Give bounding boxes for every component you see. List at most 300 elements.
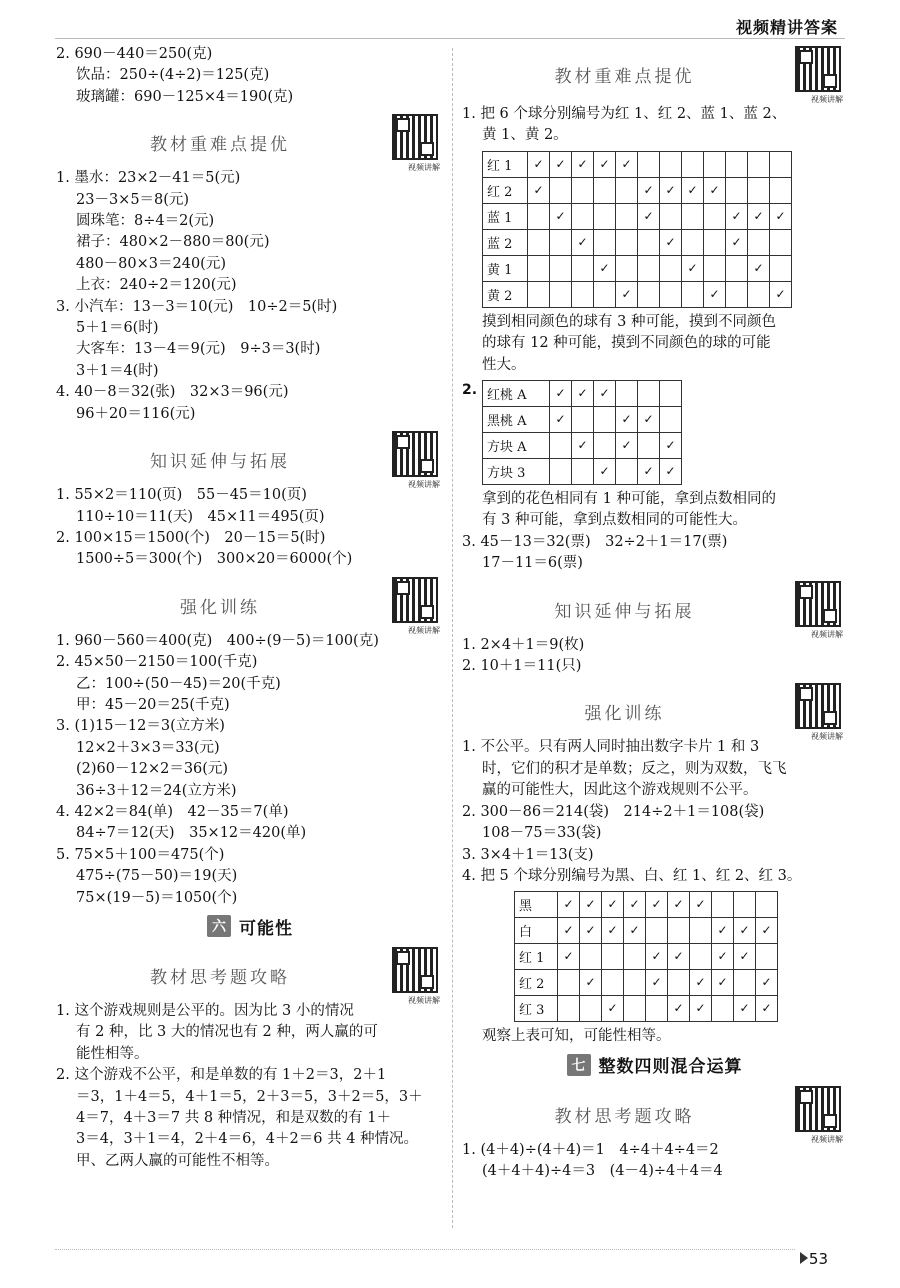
check-icon: ✓ xyxy=(709,182,720,197)
answer-line: 1500÷5＝300(个) 300×20＝6000(个) xyxy=(76,551,353,568)
check-cell xyxy=(712,918,734,944)
answer-line: 3. 小汽车：13－3＝10(元) 10÷2＝5(时) xyxy=(56,298,338,315)
check-cell xyxy=(646,970,668,996)
check-icon: ✓ xyxy=(621,412,632,427)
empty-cell xyxy=(550,433,572,459)
answer-line: 1. 把 6 个球分别编号为红 1、红 2、蓝 1、蓝 2、 xyxy=(462,106,787,122)
check-icon: ✓ xyxy=(599,260,610,275)
unit-badge: 七 xyxy=(567,1054,591,1076)
empty-cell xyxy=(770,229,792,255)
outcome-table-balls-2 xyxy=(514,891,778,1022)
check-icon: ✓ xyxy=(753,260,764,275)
empty-cell xyxy=(558,996,580,1022)
table-row xyxy=(515,918,778,944)
check-cell xyxy=(660,459,682,485)
empty-cell xyxy=(594,281,616,307)
row-label: 黄 2 xyxy=(483,281,528,307)
answer-line: 1. (4＋4)÷(4＋4)＝1 4÷4＋4÷4＝2 xyxy=(462,1141,719,1158)
check-cell xyxy=(624,892,646,918)
table-row xyxy=(483,281,792,307)
empty-cell xyxy=(660,407,682,433)
check-icon: ✓ xyxy=(739,923,750,938)
check-cell xyxy=(550,407,572,433)
check-icon: ✓ xyxy=(555,386,566,401)
table-row xyxy=(483,381,682,407)
table-row xyxy=(483,177,792,203)
column-divider xyxy=(452,48,453,1228)
section-header xyxy=(462,44,847,104)
check-icon: ✓ xyxy=(577,156,588,171)
right-column xyxy=(462,44,847,1183)
qr-code-icon[interactable] xyxy=(392,431,438,477)
check-cell xyxy=(770,281,792,307)
section-header xyxy=(56,425,444,490)
answer-line: ＝3，1＋4＝5，4＋1＝5，2＋3＝5，3＋2＝5，3＋ xyxy=(76,1088,423,1105)
answer-line: 有 3 种可能，拿到点数相同的可能性大。 xyxy=(482,512,747,529)
check-cell xyxy=(734,918,756,944)
answer-line: 甲、乙两人赢的可能性不相等。 xyxy=(76,1152,279,1169)
answer-line: (2)60－12×2＝36(元) xyxy=(76,761,229,778)
check-icon: ✓ xyxy=(643,208,654,223)
answer-line: 1. 960－560＝400(克) 400÷(9－5)＝100(克) xyxy=(56,632,379,649)
answer-line: 2. 300－86＝214(袋) 214÷2＋1＝108(袋) xyxy=(462,803,765,820)
empty-cell xyxy=(748,281,770,307)
check-cell xyxy=(690,892,712,918)
row-label: 方块 A xyxy=(483,433,550,459)
empty-cell xyxy=(638,281,660,307)
check-cell xyxy=(550,203,572,229)
answer-line: 1. 不公平。只有两人同时抽出数字卡片 1 和 3 xyxy=(462,739,760,756)
empty-cell xyxy=(726,281,748,307)
empty-cell xyxy=(580,996,602,1022)
check-cell xyxy=(558,944,580,970)
qr-label: 视频讲解 xyxy=(408,163,440,173)
empty-cell xyxy=(726,255,748,281)
row-label: 蓝 2 xyxy=(483,229,528,255)
outcome-table-cards xyxy=(482,380,682,485)
check-icon: ✓ xyxy=(731,234,742,249)
answer-line: 23－3×5＝8(元) xyxy=(76,191,190,208)
check-icon: ✓ xyxy=(665,464,676,479)
empty-cell xyxy=(748,151,770,177)
table-row xyxy=(483,151,792,177)
answer-line: 1. 55×2＝110(页) 55－45＝10(页) xyxy=(56,487,307,504)
empty-cell xyxy=(602,944,624,970)
empty-cell xyxy=(550,255,572,281)
check-icon: ✓ xyxy=(665,234,676,249)
page-header xyxy=(0,0,900,40)
check-icon: ✓ xyxy=(761,1001,772,1016)
question-2 xyxy=(462,380,847,485)
check-cell xyxy=(602,996,624,1022)
answer-line: 2. 690－440＝250(克) xyxy=(56,46,213,62)
answer-line: 有 2 种，比 3 大的情况也有 2 种，两人赢的可 xyxy=(76,1024,378,1041)
qr-code-icon[interactable] xyxy=(392,114,438,160)
check-cell xyxy=(756,918,778,944)
check-cell xyxy=(602,892,624,918)
qr-code-icon[interactable] xyxy=(795,1086,841,1132)
answer-line: 2. 10＋1＝11(只) xyxy=(462,658,582,675)
left-top-block xyxy=(56,44,444,108)
empty-cell xyxy=(770,151,792,177)
empty-cell xyxy=(668,970,690,996)
check-cell xyxy=(594,255,616,281)
check-icon: ✓ xyxy=(599,386,610,401)
qr-label: 视频讲解 xyxy=(811,629,843,639)
check-cell xyxy=(726,229,748,255)
empty-cell xyxy=(550,177,572,203)
check-cell xyxy=(580,918,602,944)
check-icon: ✓ xyxy=(731,208,742,223)
section-header xyxy=(56,941,444,1005)
empty-cell xyxy=(668,918,690,944)
unit-heading xyxy=(462,1052,847,1078)
qr-code-icon[interactable] xyxy=(795,683,841,729)
answer-line: 3. 45－13＝32(票) 32÷2＋1＝17(票) xyxy=(462,533,728,550)
empty-cell xyxy=(712,892,734,918)
empty-cell xyxy=(660,381,682,407)
check-cell xyxy=(646,944,668,970)
row-label: 红 1 xyxy=(483,151,528,177)
check-cell xyxy=(572,381,594,407)
empty-cell xyxy=(734,970,756,996)
section-title: 强化训练 xyxy=(584,704,665,725)
answer-line: 75×(19－5)＝1050(个) xyxy=(76,889,238,906)
check-icon: ✓ xyxy=(533,156,544,171)
check-cell xyxy=(668,996,690,1022)
section-header xyxy=(462,677,847,742)
empty-cell xyxy=(638,381,660,407)
page-number: 53 xyxy=(808,1250,828,1268)
answer-line: 17－11＝6(票) xyxy=(482,555,583,572)
check-cell xyxy=(756,970,778,996)
check-icon: ✓ xyxy=(621,438,632,453)
row-label: 红 2 xyxy=(515,970,558,996)
check-cell xyxy=(616,433,638,459)
row-label: 白 xyxy=(515,918,558,944)
answer-line: 475÷(75－50)＝19(天) xyxy=(76,868,238,885)
empty-cell xyxy=(682,229,704,255)
answer-line: 12×2＋3×3＝33(元) xyxy=(76,739,220,756)
check-cell xyxy=(682,255,704,281)
answer-line: 拿到的花色相同有 1 种可能，拿到点数相同的 xyxy=(482,491,776,508)
section-title: 教材重难点提优 xyxy=(554,67,695,87)
empty-cell xyxy=(528,203,550,229)
empty-cell xyxy=(748,177,770,203)
check-icon: ✓ xyxy=(555,156,566,171)
answer-line: 110÷10＝11(天) 45×11＝495(页) xyxy=(76,508,325,525)
empty-cell xyxy=(616,459,638,485)
answer-line: 4. 42×2＝84(单) 42－35＝7(单) xyxy=(56,803,289,820)
check-icon: ✓ xyxy=(643,412,654,427)
check-icon: ✓ xyxy=(651,975,662,990)
empty-cell xyxy=(748,229,770,255)
check-cell xyxy=(660,177,682,203)
unit-title: 可能性 xyxy=(239,918,293,939)
empty-cell xyxy=(770,177,792,203)
answer-line: 1. 这个游戏规则是公平的。因为比 3 小的情况 xyxy=(56,1003,354,1019)
empty-cell xyxy=(572,407,594,433)
check-cell xyxy=(616,407,638,433)
qr-code-icon[interactable] xyxy=(392,947,438,993)
check-icon: ✓ xyxy=(621,286,632,301)
section-title: 教材重难点提优 xyxy=(150,135,290,156)
empty-cell xyxy=(712,996,734,1022)
check-icon: ✓ xyxy=(651,949,662,964)
unit-title: 整数四则混合运算 xyxy=(598,1057,743,1078)
row-label: 黄 1 xyxy=(483,255,528,281)
answer-line: 裙子：480×2－880＝80(元) xyxy=(76,234,270,251)
empty-cell xyxy=(550,459,572,485)
empty-cell xyxy=(690,918,712,944)
check-icon: ✓ xyxy=(555,412,566,427)
answer-line: 108－75＝33(袋) xyxy=(482,825,602,842)
check-icon: ✓ xyxy=(563,949,574,964)
check-icon: ✓ xyxy=(717,949,728,964)
row-label: 红桃 A xyxy=(483,381,550,407)
row-label: 红 3 xyxy=(515,996,558,1022)
check-cell xyxy=(528,151,550,177)
empty-cell xyxy=(594,433,616,459)
check-cell xyxy=(528,177,550,203)
empty-cell xyxy=(638,151,660,177)
outcome-table-balls xyxy=(482,151,792,308)
answer-line: 36÷3＋12＝24(立方米) xyxy=(76,782,237,799)
empty-cell xyxy=(616,203,638,229)
qr-code-icon[interactable] xyxy=(795,581,841,627)
check-icon: ✓ xyxy=(651,897,662,912)
check-cell xyxy=(594,459,616,485)
answer-line: 黄 1、黄 2。 xyxy=(482,127,568,144)
qr-code-icon[interactable] xyxy=(795,46,841,92)
answer-line: 5. 75×5＋100＝475(个) xyxy=(56,846,225,863)
table-row xyxy=(483,255,792,281)
check-icon: ✓ xyxy=(629,923,640,938)
page-arrow-icon xyxy=(800,1252,808,1264)
table-row xyxy=(483,433,682,459)
empty-cell xyxy=(682,151,704,177)
qr-label: 视频讲解 xyxy=(811,95,843,104)
check-icon: ✓ xyxy=(673,897,684,912)
unit-badge: 六 xyxy=(207,915,231,937)
answer-line: 2. 100×15＝1500(个) 20－15＝5(时) xyxy=(56,529,326,546)
row-label: 方块 3 xyxy=(483,459,550,485)
section-title: 教材思考题攻略 xyxy=(150,968,290,988)
answer-line: 480－80×3＝240(元) xyxy=(76,255,226,272)
answer-line: 大客车：13－4＝9(元) 9÷3＝3(时) xyxy=(76,341,321,358)
unit-heading xyxy=(56,913,444,939)
answer-line: 2. 45×50－2150＝100(千克) xyxy=(56,654,258,671)
check-cell xyxy=(704,177,726,203)
table-row xyxy=(515,944,778,970)
check-cell xyxy=(712,944,734,970)
check-icon: ✓ xyxy=(687,260,698,275)
empty-cell xyxy=(572,255,594,281)
check-icon: ✓ xyxy=(555,208,566,223)
section-title: 知识延伸与拓展 xyxy=(150,452,290,473)
empty-cell xyxy=(682,203,704,229)
empty-cell xyxy=(624,996,646,1022)
check-icon: ✓ xyxy=(665,182,676,197)
qr-label: 视频讲解 xyxy=(408,480,440,490)
check-icon: ✓ xyxy=(599,464,610,479)
left-block-1 xyxy=(56,168,444,425)
answer-line: 84÷7＝12(天) 35×12＝420(单) xyxy=(76,825,307,842)
empty-cell xyxy=(704,151,726,177)
check-icon: ✓ xyxy=(585,923,596,938)
check-icon: ✓ xyxy=(761,975,772,990)
check-cell xyxy=(770,203,792,229)
check-icon: ✓ xyxy=(695,975,706,990)
answer-line: 1. 墨水：23×2－41＝5(元) xyxy=(56,170,241,187)
empty-cell xyxy=(704,255,726,281)
answer-line: 摸到相同颜色的球有 3 种可能，摸到不同颜色 xyxy=(482,313,776,330)
check-cell xyxy=(572,433,594,459)
table-row xyxy=(483,229,792,255)
empty-cell xyxy=(726,151,748,177)
check-cell xyxy=(660,433,682,459)
answer-line: 3. (1)15－12＝3(立方米) xyxy=(56,718,225,735)
empty-cell xyxy=(594,177,616,203)
check-cell xyxy=(748,203,770,229)
answer-line: 性大。 xyxy=(482,356,526,373)
check-icon: ✓ xyxy=(665,438,676,453)
check-icon: ✓ xyxy=(607,897,618,912)
section-title: 知识延伸与拓展 xyxy=(554,601,695,622)
table-row xyxy=(515,996,778,1022)
check-cell xyxy=(594,381,616,407)
check-icon: ✓ xyxy=(577,386,588,401)
check-cell xyxy=(558,892,580,918)
empty-cell xyxy=(756,944,778,970)
check-cell xyxy=(638,203,660,229)
check-icon: ✓ xyxy=(673,949,684,964)
answer-line: 4. 把 5 个球分别编号为黑、白、红 1、红 2、红 3。 xyxy=(462,867,802,884)
check-icon: ✓ xyxy=(687,182,698,197)
empty-cell xyxy=(690,944,712,970)
check-icon: ✓ xyxy=(629,897,640,912)
empty-cell xyxy=(572,177,594,203)
check-icon: ✓ xyxy=(585,897,596,912)
check-cell xyxy=(572,229,594,255)
check-cell xyxy=(580,892,602,918)
check-cell xyxy=(558,918,580,944)
check-icon: ✓ xyxy=(775,208,786,223)
empty-cell xyxy=(682,281,704,307)
empty-cell xyxy=(528,229,550,255)
check-icon: ✓ xyxy=(607,923,618,938)
answer-line: 3. 3×4＋1＝13(支) xyxy=(462,846,594,863)
check-cell xyxy=(726,203,748,229)
check-icon: ✓ xyxy=(761,923,772,938)
check-icon: ✓ xyxy=(563,897,574,912)
check-icon: ✓ xyxy=(599,156,610,171)
empty-cell xyxy=(638,255,660,281)
check-cell xyxy=(660,229,682,255)
section-header xyxy=(462,1080,847,1144)
check-icon: ✓ xyxy=(621,156,632,171)
empty-cell xyxy=(704,229,726,255)
qr-label: 视频讲解 xyxy=(408,996,440,1005)
check-icon: ✓ xyxy=(563,923,574,938)
check-icon: ✓ xyxy=(643,182,654,197)
answer-line: 圆珠笔：8÷4＝2(元) xyxy=(76,213,215,230)
check-icon: ✓ xyxy=(585,975,596,990)
empty-cell xyxy=(756,892,778,918)
table-row xyxy=(483,203,792,229)
check-icon: ✓ xyxy=(533,182,544,197)
row-label: 黑 xyxy=(515,892,558,918)
check-cell xyxy=(734,996,756,1022)
table-row xyxy=(515,892,778,918)
qr-label: 视频讲解 xyxy=(811,1134,843,1144)
section-header xyxy=(462,575,847,639)
row-label: 红 2 xyxy=(483,177,528,203)
answer-line: (4＋4＋4)÷4＝3 (4－4)÷4＋4＝4 xyxy=(482,1163,723,1180)
check-icon: ✓ xyxy=(709,286,720,301)
check-icon: ✓ xyxy=(577,234,588,249)
empty-cell xyxy=(624,944,646,970)
empty-cell xyxy=(594,203,616,229)
empty-cell xyxy=(558,970,580,996)
qr-code-icon[interactable] xyxy=(392,577,438,623)
empty-cell xyxy=(616,229,638,255)
check-icon: ✓ xyxy=(695,1001,706,1016)
check-cell xyxy=(594,151,616,177)
answer-line: 玻璃罐：690－125×4＝190(克) xyxy=(76,88,294,105)
answer-line: 5＋1＝6(时) xyxy=(76,320,159,337)
answer-line: 能性相等。 xyxy=(76,1045,149,1062)
check-cell xyxy=(704,281,726,307)
answer-line: 的球有 12 种可能，摸到不同颜色的球的可能 xyxy=(482,335,771,352)
answer-line: 饮品：250÷(4÷2)＝125(克) xyxy=(76,67,270,84)
check-icon: ✓ xyxy=(695,897,706,912)
empty-cell xyxy=(616,177,638,203)
check-cell xyxy=(638,177,660,203)
header-title: 视频精讲答案 xyxy=(735,18,838,37)
qr-label: 视频讲解 xyxy=(811,732,843,742)
empty-cell xyxy=(638,433,660,459)
check-cell xyxy=(616,151,638,177)
check-cell xyxy=(638,407,660,433)
empty-cell xyxy=(660,151,682,177)
answer-line: 1. 2×4＋1＝9(枚) xyxy=(462,636,585,653)
answer-line: 4. 40－8＝32(张) 32×3＝96(元) xyxy=(56,384,289,401)
check-cell xyxy=(668,892,690,918)
empty-cell xyxy=(646,918,668,944)
section-header xyxy=(56,571,444,635)
check-cell xyxy=(580,970,602,996)
section-header xyxy=(56,108,444,173)
check-cell xyxy=(734,944,756,970)
empty-cell xyxy=(528,255,550,281)
answer-line: 4＝7，4＋3＝7 共 8 种情况，和是双数的有 1＋ xyxy=(76,1110,392,1127)
empty-cell xyxy=(616,381,638,407)
check-cell xyxy=(602,918,624,944)
empty-cell xyxy=(660,281,682,307)
left-column xyxy=(56,44,444,1172)
left-block-2 xyxy=(56,485,444,571)
empty-cell xyxy=(572,459,594,485)
answer-line: 上衣：240÷2＝120(元) xyxy=(76,277,237,294)
left-block-3 xyxy=(56,631,444,909)
footer-rule xyxy=(55,1249,795,1250)
check-cell xyxy=(690,970,712,996)
check-cell xyxy=(616,281,638,307)
answer-line: 3＋1＝4(时) xyxy=(76,362,159,379)
check-cell xyxy=(550,381,572,407)
answer-line: 时，它们的积才是单数；反之，则为双数，飞飞 xyxy=(482,760,787,777)
